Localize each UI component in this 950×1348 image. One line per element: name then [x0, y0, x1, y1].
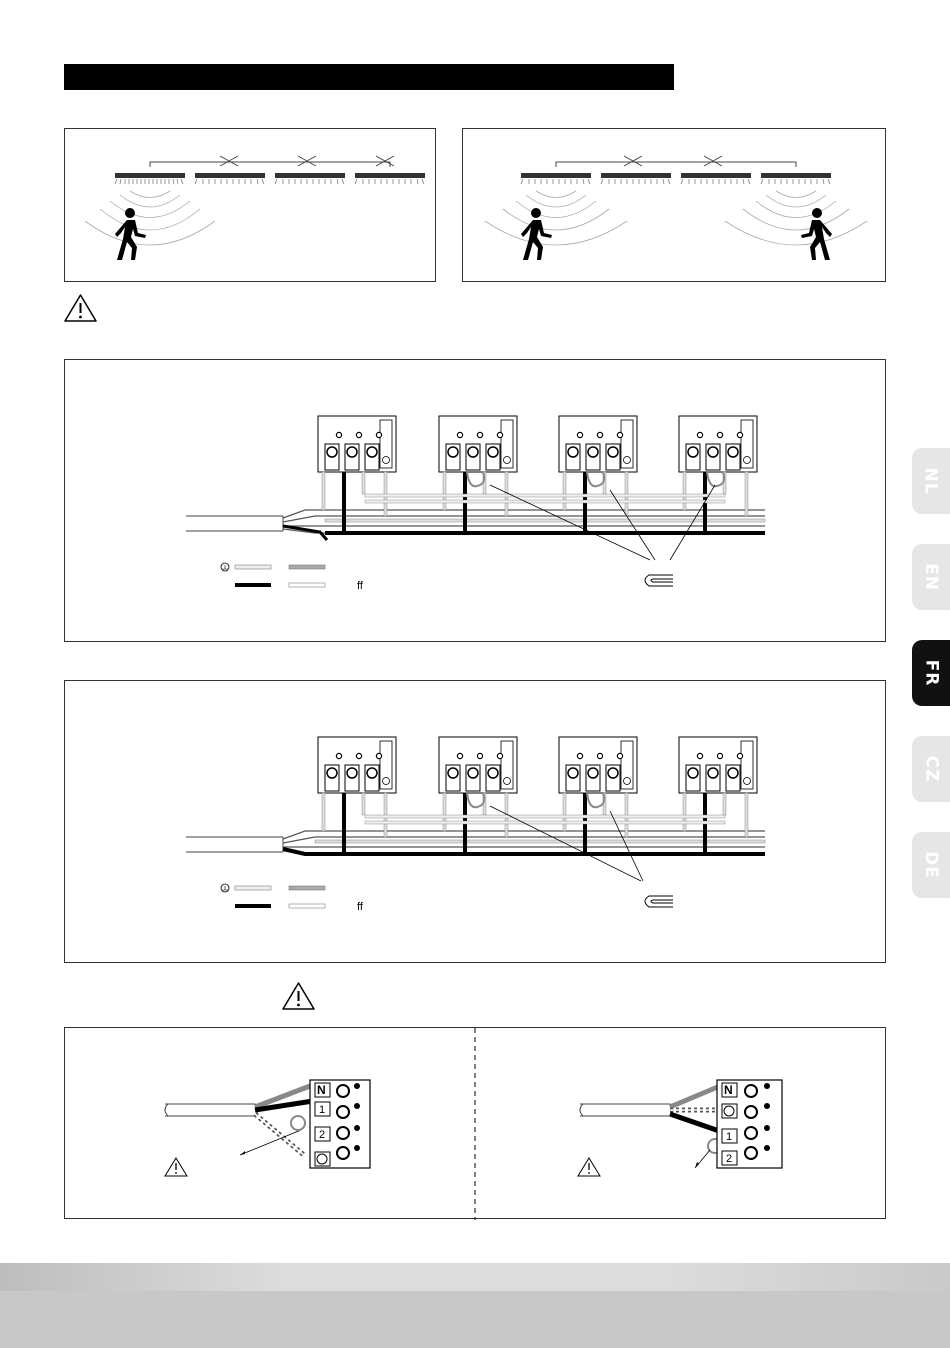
section-title-bar [64, 64, 674, 90]
terminal-block [679, 416, 757, 532]
terminal-block [439, 737, 517, 853]
lamp-1 [115, 173, 185, 184]
walking-person-icon [801, 208, 832, 260]
terminal-block [679, 737, 757, 853]
lamp-2 [195, 173, 265, 184]
tab-language-nl[interactable]: NL [912, 448, 950, 514]
warning-icon [63, 293, 98, 323]
svg-text:N: N [724, 1083, 733, 1097]
terminal-block [318, 737, 396, 853]
double-sensor-illustration [463, 129, 887, 283]
svg-text:1: 1 [726, 1131, 733, 1143]
svg-text:N: N [317, 1083, 326, 1097]
wiring-diagram-1 [64, 359, 886, 642]
svg-text:2: 2 [726, 1153, 733, 1165]
walking-person-icon [115, 208, 146, 260]
terminal-block [559, 737, 637, 853]
terminal-block [318, 416, 396, 532]
svg-text:2: 2 [319, 1129, 326, 1141]
warning-icon [165, 1158, 187, 1176]
single-sensor-illustration [65, 129, 437, 283]
legend-suffix: ff [357, 901, 363, 913]
terminal-left [165, 1080, 370, 1168]
warning-icon [281, 981, 316, 1011]
wiring-diagram-2 [64, 680, 886, 963]
terminal-block [559, 416, 637, 532]
terminal-detail-panel [64, 1027, 886, 1219]
terminal-block [439, 416, 517, 532]
lamp-4 [355, 173, 425, 184]
legend [221, 563, 364, 592]
tab-language-en[interactable]: EN [912, 544, 950, 610]
jumper-wire-icon [645, 575, 673, 586]
walking-person-icon [521, 208, 552, 260]
footer-band [0, 1263, 950, 1348]
jumper-wire-icon [645, 896, 673, 907]
warning-icon [578, 1158, 600, 1176]
panel-double-sensor [462, 128, 886, 282]
panel-single-sensor [64, 128, 436, 282]
lamp-3 [275, 173, 345, 184]
tab-language-cz[interactable]: CZ [912, 736, 950, 802]
tab-language-fr[interactable]: FR [912, 640, 950, 706]
tab-language-de[interactable]: DE [912, 832, 950, 898]
legend [221, 884, 364, 913]
svg-text:1: 1 [319, 1104, 326, 1116]
terminal-right [580, 1080, 782, 1168]
legend-suffix: ff [357, 580, 363, 592]
